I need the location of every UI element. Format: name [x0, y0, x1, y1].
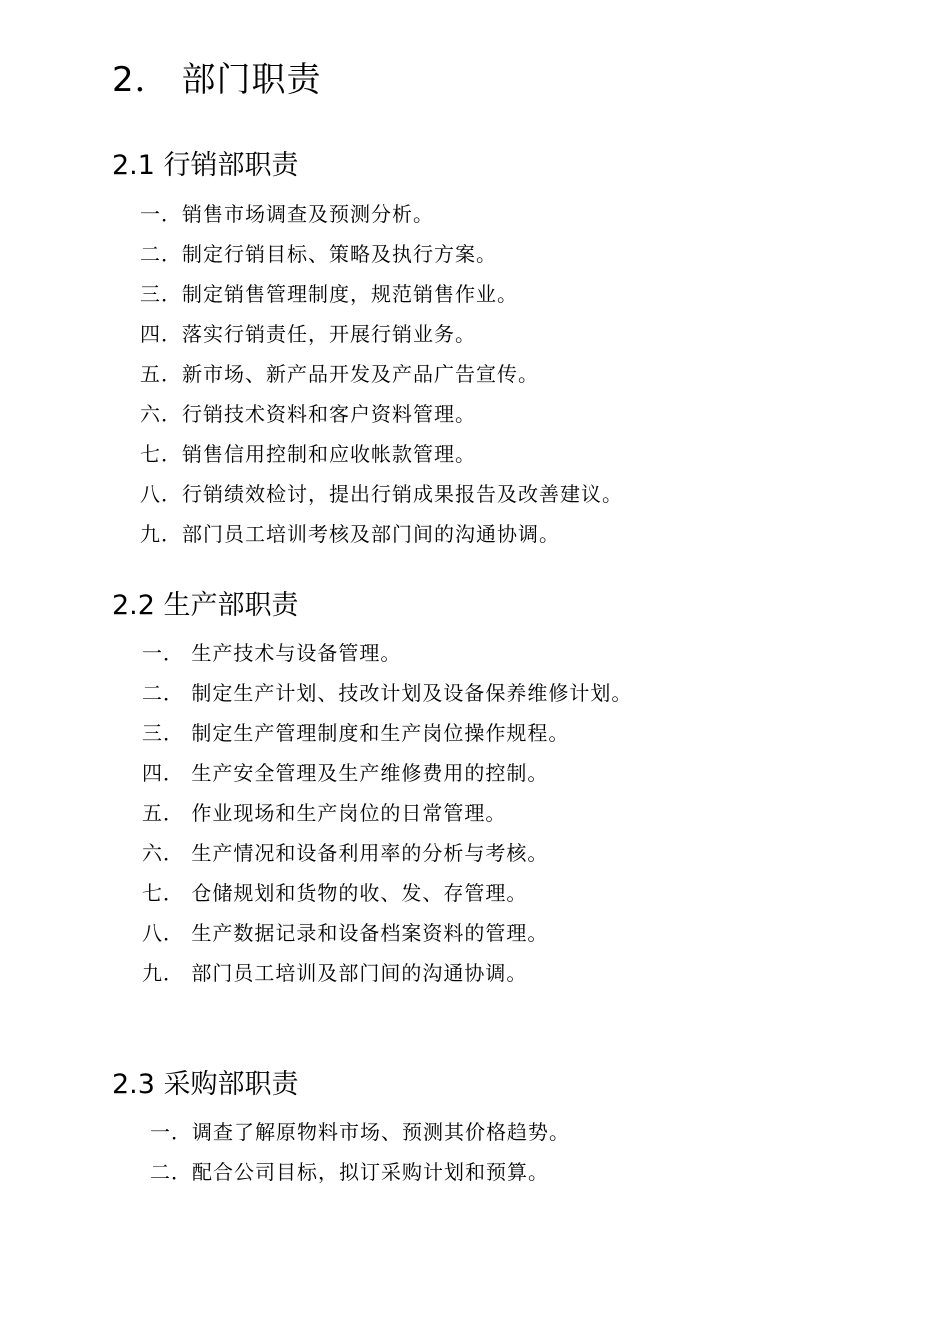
page-title: 2． 部门职责 — [112, 60, 322, 100]
list-item: 六． 生产情况和设备利用率的分析与考核。 — [142, 841, 549, 865]
list-item: 一．销售市场调查及预测分析。 — [140, 202, 434, 226]
list-item: 三．制定销售管理制度，规范销售作业。 — [140, 282, 518, 306]
list-item: 二． 制定生产计划、技改计划及设备保养维修计划。 — [142, 681, 633, 705]
list-item: 三． 制定生产管理制度和生产岗位操作规程。 — [142, 721, 570, 745]
list-item: 二．制定行销目标、策略及执行方案。 — [140, 242, 497, 266]
list-item: 五．新市场、新产品开发及产品广告宣传。 — [140, 362, 539, 386]
list-item: 九．部门员工培训考核及部门间的沟通协调。 — [140, 522, 560, 546]
list-item: 一．调查了解原物料市场、预测其价格趋势。 — [150, 1120, 570, 1144]
sales-duty-list — [140, 194, 623, 554]
purchasing-duty-list — [150, 1112, 570, 1192]
list-item: 四． 生产安全管理及生产维修费用的控制。 — [142, 761, 549, 785]
list-item: 七．销售信用控制和应收帐款管理。 — [140, 442, 476, 466]
section-heading-sales: 2.1 行销部职责 — [112, 150, 299, 181]
list-item: 八．行销绩效检讨，提出行销成果报告及改善建议。 — [140, 482, 623, 506]
list-item: 一． 生产技术与设备管理。 — [142, 641, 402, 665]
list-item: 四．落实行销责任，开展行销业务。 — [140, 322, 476, 346]
list-item: 五． 作业现场和生产岗位的日常管理。 — [142, 801, 507, 825]
list-item: 九． 部门员工培训及部门间的沟通协调。 — [142, 961, 528, 985]
production-duty-list — [142, 633, 632, 993]
list-item: 八． 生产数据记录和设备档案资料的管理。 — [142, 921, 549, 945]
list-item: 二．配合公司目标，拟订采购计划和预算。 — [150, 1160, 549, 1184]
list-item: 七． 仓储规划和货物的收、发、存管理。 — [142, 881, 528, 905]
section-heading-purchasing: 2.3 采购部职责 — [112, 1069, 299, 1100]
list-item: 六．行销技术资料和客户资料管理。 — [140, 402, 476, 426]
section-heading-production: 2.2 生产部职责 — [112, 590, 299, 621]
